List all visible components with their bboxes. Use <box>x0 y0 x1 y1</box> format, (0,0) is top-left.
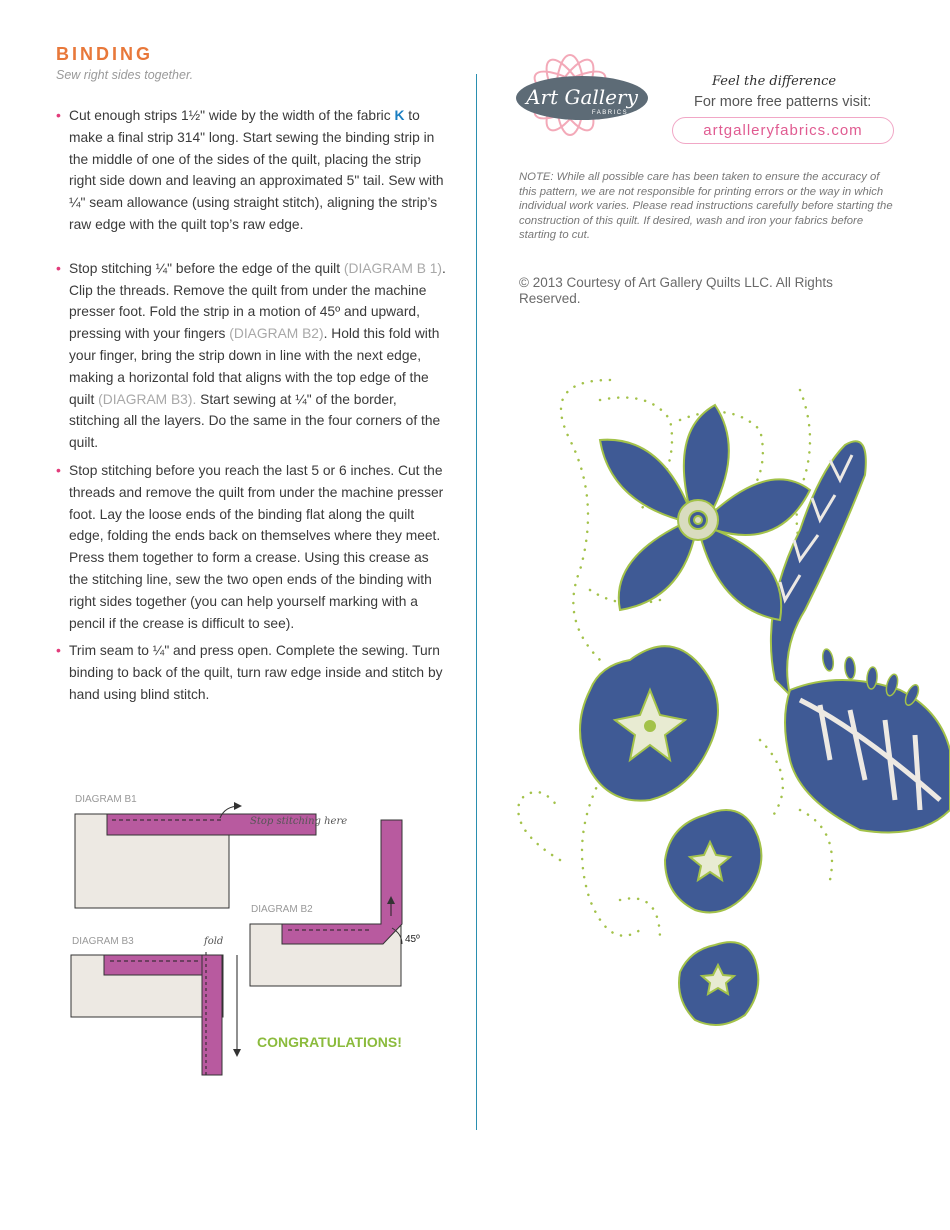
tagline: Feel the difference <box>712 74 837 89</box>
diagram-reference: (DIAGRAM B3). <box>98 391 197 407</box>
b2-binding-strip <box>282 820 402 944</box>
diagram-reference: (DIAGRAM B2) <box>229 326 324 342</box>
logo-text: Art Gallery <box>526 85 638 109</box>
more-patterns-text: For more free patterns visit: <box>694 94 872 110</box>
diagram-b3 <box>71 952 237 1077</box>
stop-stitching-note: Stop stitching here <box>250 816 348 827</box>
fabric-code: K <box>394 108 405 123</box>
website-link[interactable]: artgalleryfabrics.com <box>672 117 894 144</box>
copyright-text: © 2013 Courtesy of Art Gallery Quilts LLC. All Rights Reserved. <box>519 275 833 306</box>
flower-small <box>665 810 761 913</box>
b3-binding-fold <box>202 955 222 1075</box>
logo-subtext: FABRICS <box>591 110 629 116</box>
column-divider <box>476 74 477 1130</box>
diagram-b3-label: DIAGRAM B3 <box>72 936 134 947</box>
bullet-icon: • <box>56 642 61 659</box>
diagram-b2-label: DIAGRAM B2 <box>251 904 313 915</box>
step-text: to make a final strip 314" long. Start sewing the binding strip in the middle of one of the sides of the quilt, placing the strip right side down and leaving an approximated 5" tail. Sew with ¼" seam allowance (using straight stitch), aligning the strip’s raw edge with the quilt top’s raw edge. <box>69 108 444 232</box>
floral-illustration <box>500 360 950 1040</box>
angle-label: 45º <box>405 934 420 945</box>
flower-large <box>600 405 810 620</box>
step-text: Stop stitching ¼" before the edge of the quilt <box>69 260 344 276</box>
flower-tiny <box>679 942 758 1025</box>
step-text: . Hold this fold with your finger, bring the strip down in line with the next edge, making a horizontal fold that aligns with the top edge of the quilt <box>69 326 440 407</box>
congratulations-text: CONGRATULATIONS! <box>257 1034 402 1050</box>
diagram-b2 <box>250 820 402 986</box>
section-subtitle: Sew right sides together. <box>56 68 194 82</box>
disclaimer-note: NOTE: While all possible care has been taken to ensure the accuracy of this pattern, we are not responsible for printing errors or the way in which individual work varies. Please read instructions carefully before starting the construction of this quilt. If desired, wash and iron your fabrics before starting to cut. <box>519 171 893 241</box>
bullet-icon: • <box>56 461 61 478</box>
flower-medium <box>580 646 718 800</box>
fold-note: fold <box>204 936 224 947</box>
step-text: Trim seam to ¼" and press open. Complete the sewing. Turn binding to back of the quilt, turn raw edge inside and stitch by hand using blind stitch. <box>69 643 443 702</box>
step-text: . Clip the threads. Remove the quilt from under the machine presser foot. Fold the strip in a motion of 45º and upward, pressing with your fingers <box>69 260 446 342</box>
art-gallery-logo <box>510 40 670 160</box>
step-text: Start sewing at ¼" of the border, stitching all the layers. Do the same in the four corners of the quilt. <box>69 391 441 451</box>
bullet-icon: • <box>56 259 61 276</box>
bullet-icon: • <box>56 107 61 123</box>
step-text: Cut enough strips 1½" wide by the width of the fabric <box>69 108 395 123</box>
diagram-b1-label: DIAGRAM B1 <box>75 794 137 805</box>
diagram-reference: (DIAGRAM B 1) <box>343 260 443 276</box>
step-text: Stop stitching before you reach the last 5 or 6 inches. Cut the threads and remove the quilt from under the machine presser foot. Lay the loose ends of the binding flat along the quilt edge, folding the ends back on themselves where they meet. Press them together to form a crease. Using this crease as the stitching line, sew the two open ends of the binding with right sides together (you can help yourself marking with a pencil if the crease is difficult to see). <box>69 462 444 631</box>
section-title: BINDING <box>56 44 153 64</box>
